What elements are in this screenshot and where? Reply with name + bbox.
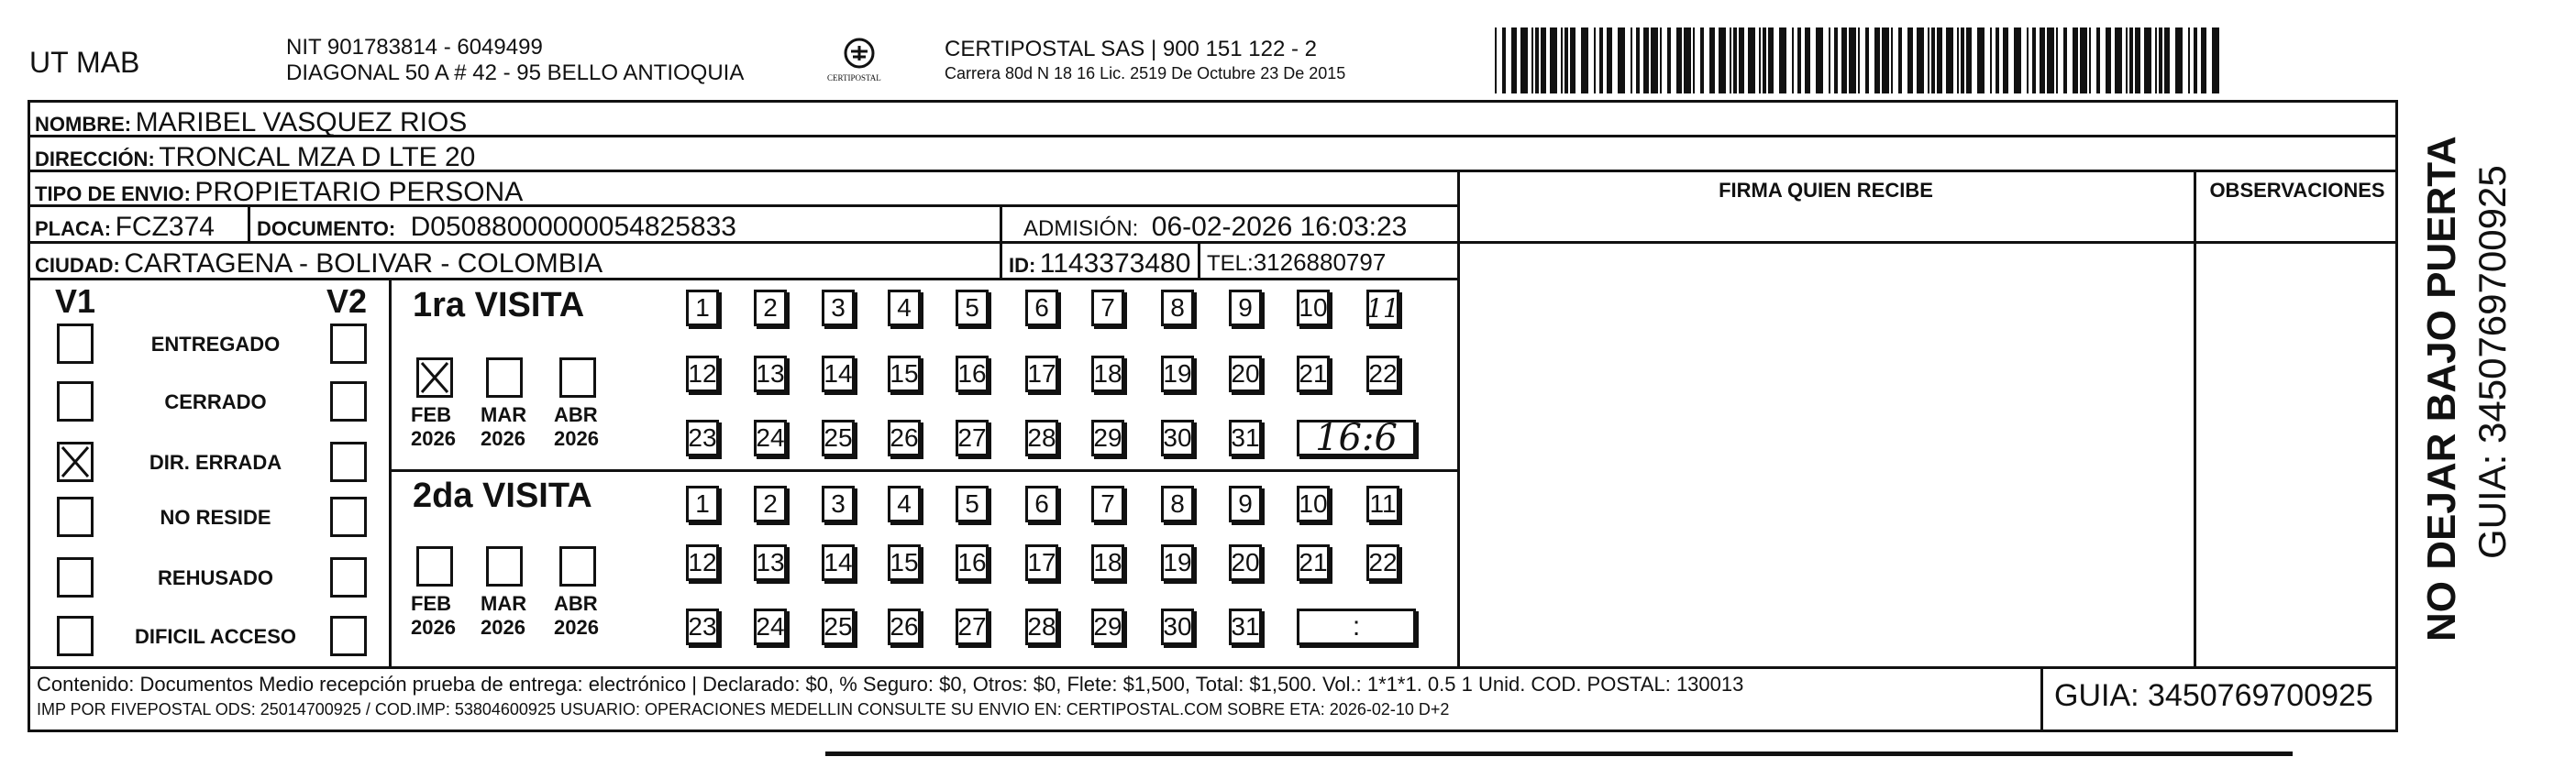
first-day-box[interactable]: 1 [686, 290, 719, 326]
first-day-box[interactable]: 13 [754, 356, 787, 392]
barcode-bar [1564, 27, 1568, 93]
id-row [1009, 248, 1190, 280]
barcode-bar [1719, 27, 1726, 93]
barcode-bar [1599, 27, 1603, 93]
second-day-box[interactable]: 13 [754, 544, 787, 581]
barcode-bar [2164, 27, 2170, 93]
first-day-box[interactable]: 30 [1161, 420, 1194, 456]
barcode [1495, 27, 2224, 93]
barcode-bar [2096, 27, 2100, 93]
first-day-box[interactable]: 4 [888, 290, 921, 326]
barcode-bar [1805, 27, 1810, 93]
barcode-bar [2159, 27, 2162, 93]
barcode-bar [1511, 27, 1517, 93]
document-label: DOCUMENTO: [257, 217, 396, 240]
first-day-box[interactable]: 15 [888, 356, 921, 392]
first-month-checkbox[interactable] [416, 357, 453, 398]
second-day-box[interactable]: 16 [956, 544, 989, 581]
carrier-name: CERTIPOSTAL SAS | 900 151 122 - 2 [945, 37, 1317, 61]
city-label: CIUDAD: [35, 254, 120, 277]
second-day-box[interactable]: 20 [1229, 544, 1262, 581]
barcode-bar [1797, 27, 1801, 93]
barcode-bar [1841, 27, 1847, 93]
v2-checkbox[interactable] [330, 324, 367, 364]
contents-line: Contenido: Documentos Medio recepción prueba de entrega: electrónico | Declarado: $0, % Seguro: $0, Otros: $0, Flete: $1,500, Total: $1,500. Vol.: 1*1*1. 0.5 1 Unid. COD. POSTAL: 130013 [37, 673, 1744, 696]
barcode-bar [2032, 27, 2036, 93]
barcode-bar [1693, 27, 1695, 93]
first-day-box[interactable]: 14 [822, 356, 855, 392]
second-day-box[interactable]: 1 [686, 486, 719, 522]
second-year-label: 2026 [554, 616, 599, 639]
barcode-bar [1631, 27, 1632, 93]
barcode-bar [1917, 27, 1924, 93]
barcode-bar [2014, 27, 2021, 93]
barcode-bar [1779, 27, 1786, 93]
first-day-box[interactable]: 9 [1229, 290, 1262, 326]
side-guide: GUIA: 3450769700925 [2471, 165, 2514, 559]
barcode-bar [2188, 27, 2190, 93]
v2-checkbox[interactable] [330, 616, 367, 656]
barcode-bar [1748, 27, 1755, 93]
barcode-bar [2047, 27, 2054, 93]
first-day-box[interactable]: 23 [686, 420, 719, 456]
plate-label: PLACA: [35, 217, 112, 240]
barcode-bar [1660, 27, 1662, 93]
admission-value: 06-02-2026 16:03:23 [1151, 212, 1408, 242]
first-day-box[interactable]: 17 [1025, 356, 1058, 392]
v2-checkbox[interactable] [330, 557, 367, 598]
barcode-bar [2194, 27, 2197, 93]
address-label: DIRECCIÓN: [35, 148, 155, 170]
barcode-bar [2106, 27, 2111, 93]
barcode-bar [1957, 27, 1959, 93]
barcode-bar [1733, 27, 1737, 93]
first-day-box[interactable]: 24 [754, 420, 787, 456]
barcode-bar [1891, 27, 1893, 93]
v2-checkbox[interactable] [330, 442, 367, 482]
reason-label: REHUSADO [158, 566, 273, 589]
first-day-box[interactable]: 7 [1091, 290, 1124, 326]
first-visit-title: 1ra VISITA [413, 286, 585, 324]
second-day-box[interactable]: 23 [686, 609, 719, 645]
print-info-line: IMP POR FIVEPOSTAL ODS: 25014700925 / COD.IMP: 53804600925 USUARIO: OPERACIONES MEDELLIN CONSULTE SU ENVIO EN: CERTIPOSTAL.COM SOBRE ETA: 2026-02-10 D+2 [37, 700, 1450, 719]
barcode-bar [2027, 27, 2029, 93]
barcode-bar [2115, 27, 2122, 93]
company-name: UT MAB [29, 46, 140, 79]
barcode-bar [1768, 27, 1774, 93]
barcode-bar [1607, 27, 1612, 93]
first-day-box[interactable]: 11 [1366, 290, 1399, 326]
first-day-box[interactable]: 18 [1091, 356, 1124, 392]
second-day-box[interactable]: 8 [1161, 486, 1194, 522]
first-year-label: 2026 [481, 427, 525, 450]
second-day-box[interactable]: 12 [686, 544, 719, 581]
first-day-box[interactable]: 3 [822, 290, 855, 326]
shipment-type: PROPIETARIO PERSONA [194, 177, 524, 207]
second-day-box[interactable]: 7 [1091, 486, 1124, 522]
barcode-bar [2129, 27, 2133, 93]
type-label: TIPO DE ENVIO: [35, 182, 191, 205]
barcode-bar [2063, 27, 2067, 93]
first-day-box[interactable]: 19 [1161, 356, 1194, 392]
first-year-label: 2026 [411, 427, 456, 450]
type-row [35, 177, 523, 208]
second-day-box[interactable]: 26 [888, 609, 921, 645]
second-day-box[interactable]: 27 [956, 609, 989, 645]
barcode-bar [1865, 27, 1869, 93]
name-row [35, 107, 467, 138]
second-month-label: FEB [411, 592, 451, 615]
first-month-label: MAR [481, 403, 527, 426]
barcode-bar [2089, 27, 2091, 93]
reason-label: CERRADO [164, 390, 267, 413]
first-day-box[interactable]: 29 [1091, 420, 1124, 456]
barcode-bar [2212, 27, 2219, 93]
second-day-box[interactable]: 24 [754, 609, 787, 645]
barcode-bar [1977, 27, 1985, 93]
barcode-bar [1961, 27, 1964, 93]
first-day-box[interactable]: 5 [956, 290, 989, 326]
barcode-bar [1882, 27, 1889, 93]
barcode-bar [1520, 27, 1528, 93]
barcode-bar [1946, 27, 1953, 93]
first-time-box[interactable]: 16:6 [1297, 420, 1416, 456]
barcode-bar [1759, 27, 1761, 93]
barcode-bar [1739, 27, 1744, 93]
barcode-bar [1541, 27, 1546, 93]
carrier-license: Carrera 80d N 18 16 Lic. 2519 De Octubre 23 De 2015 [945, 64, 1346, 82]
admission-row [1023, 212, 1407, 243]
second-day-box[interactable]: 9 [1229, 486, 1262, 522]
first-month-label: ABR [554, 403, 598, 426]
barcode-bar [2126, 27, 2128, 93]
recipient-name: MARIBEL VASQUEZ RIOS [135, 107, 468, 137]
v1-checkbox[interactable] [57, 616, 94, 656]
barcode-bar [1684, 27, 1691, 93]
barcode-bar [2003, 27, 2008, 93]
barcode-bar [1928, 27, 1929, 93]
tel-row [1207, 248, 1386, 277]
id-value: 1143373480 [1039, 248, 1191, 279]
barcode-bar [2080, 27, 2087, 93]
second-year-label: 2026 [481, 616, 525, 639]
barcode-bar [1502, 27, 1506, 93]
plate-value: FCZ374 [115, 212, 215, 242]
observations-header: OBSERVACIONES [2209, 179, 2385, 202]
barcode-bar [1651, 27, 1658, 93]
v2-header: V2 [326, 282, 368, 320]
reason-label: DIR. ERRADA [149, 451, 282, 474]
footer-guide: GUIA: 3450769700925 [2054, 678, 2373, 713]
barcode-bar [1931, 27, 1935, 93]
barcode-bar [2201, 27, 2206, 93]
barcode-bar [1495, 27, 1497, 93]
barcode-bar [1816, 27, 1823, 93]
barcode-bar [1535, 27, 1539, 93]
second-day-box[interactable]: 11 [1366, 486, 1399, 522]
reason-label: ENTREGADO [150, 333, 281, 356]
barcode-bar [2155, 27, 2157, 93]
second-day-box[interactable]: 28 [1025, 609, 1058, 645]
barcode-bar [1594, 27, 1596, 93]
second-month-label: ABR [554, 592, 598, 615]
recipient-address: TRONCAL MZA D LTE 20 [159, 142, 476, 172]
first-day-box[interactable]: 28 [1025, 420, 1058, 456]
v2-checkbox[interactable] [330, 381, 367, 422]
v1-checkbox[interactable] [57, 497, 94, 537]
reason-label: NO RESIDE [160, 506, 271, 529]
admission-label: ADMISIÓN: [1023, 216, 1139, 241]
second-visit-title: 2da VISITA [413, 477, 592, 515]
barcode-bar [1966, 27, 1972, 93]
barcode-bar [2175, 27, 2183, 93]
v1-checkbox[interactable] [57, 324, 94, 364]
plate-row [35, 212, 215, 243]
document-value: D05088000000054825833 [410, 212, 736, 242]
barcode-bar [1937, 27, 1942, 93]
second-day-box[interactable]: 17 [1025, 544, 1058, 581]
second-day-box[interactable]: 22 [1366, 544, 1399, 581]
second-day-box[interactable]: 30 [1161, 609, 1194, 645]
first-year-label: 2026 [554, 427, 599, 450]
certipostal-logo: CERTIPOSTAL [825, 37, 893, 90]
reason-label: DIFICIL ACCESO [134, 625, 296, 648]
first-day-box[interactable]: 21 [1297, 356, 1330, 392]
tel-value: 3126880797 [1253, 248, 1387, 276]
second-day-box[interactable]: 3 [822, 486, 855, 522]
barcode-bar [1643, 27, 1649, 93]
name-label: NOMBRE: [35, 113, 132, 136]
second-day-box[interactable]: 15 [888, 544, 921, 581]
second-day-box[interactable]: 21 [1297, 544, 1330, 581]
barcode-bar [2135, 27, 2140, 93]
barcode-bar [1792, 27, 1794, 93]
first-day-box[interactable]: 22 [1366, 356, 1399, 392]
first-day-box[interactable]: 20 [1229, 356, 1262, 392]
barcode-bar [1581, 27, 1588, 93]
first-day-box[interactable]: 26 [888, 420, 921, 456]
barcode-bar [1874, 27, 1880, 93]
side-notice: NO DEJAR BAJO PUERTA [2419, 136, 2464, 642]
v2-checkbox[interactable] [330, 497, 367, 537]
company-address: DIAGONAL 50 A # 42 - 95 BELLO ANTIOQUIA [286, 60, 745, 85]
v1-checkbox[interactable] [57, 442, 94, 482]
first-day-box[interactable]: 16 [956, 356, 989, 392]
first-day-box[interactable]: 25 [822, 420, 855, 456]
first-month-checkbox[interactable] [559, 357, 596, 398]
barcode-bar [1550, 27, 1557, 93]
first-day-box[interactable]: 2 [754, 290, 787, 326]
barcode-bar [1636, 27, 1640, 93]
second-month-checkbox[interactable] [416, 546, 453, 587]
barcode-bar [1834, 27, 1838, 93]
address-row [35, 142, 475, 173]
barcode-bar [1990, 27, 1992, 93]
first-day-box[interactable]: 8 [1161, 290, 1194, 326]
first-month-checkbox[interactable] [486, 357, 523, 398]
second-month-checkbox[interactable] [559, 546, 596, 587]
barcode-bar [1730, 27, 1731, 93]
barcode-bar [2144, 27, 2151, 93]
second-month-checkbox[interactable] [486, 546, 523, 587]
barcode-bar [1858, 27, 1860, 93]
barcode-bar [1667, 27, 1671, 93]
first-day-box[interactable]: 31 [1229, 420, 1262, 456]
barcode-bar [1676, 27, 1682, 93]
city-value: CARTAGENA - BOLIVAR - COLOMBIA [124, 248, 603, 279]
v1-checkbox[interactable] [57, 381, 94, 422]
second-day-box[interactable]: 19 [1161, 544, 1194, 581]
barcode-bar [1849, 27, 1856, 93]
second-day-box[interactable]: 31 [1229, 609, 1262, 645]
barcode-bar [1829, 27, 1830, 93]
barcode-bar [2073, 27, 2078, 93]
barcode-bar [1700, 27, 1704, 93]
v1-header: V1 [55, 282, 96, 320]
second-month-label: MAR [481, 592, 527, 615]
first-day-box[interactable]: 12 [686, 356, 719, 392]
city-row [35, 248, 603, 280]
first-month-label: FEB [411, 403, 451, 426]
barcode-bar [1763, 27, 1766, 93]
id-label: ID: [1009, 254, 1036, 277]
barcode-bar [2040, 27, 2045, 93]
first-day-box[interactable]: 10 [1297, 290, 1330, 326]
second-day-box[interactable]: 14 [822, 544, 855, 581]
first-day-box[interactable]: 6 [1025, 290, 1058, 326]
barcode-bar [1907, 27, 1913, 93]
company-nit: NIT 901783814 - 6049499 [286, 35, 543, 60]
second-time-box[interactable]: : [1297, 609, 1416, 645]
second-day-box[interactable]: 25 [822, 609, 855, 645]
barcode-bar [1618, 27, 1625, 93]
second-day-box[interactable]: 2 [754, 486, 787, 522]
second-day-box[interactable]: 4 [888, 486, 921, 522]
barcode-bar [1898, 27, 1902, 93]
second-day-box[interactable]: 5 [956, 486, 989, 522]
signature-header: FIRMA QUIEN RECIBE [1719, 179, 1933, 202]
second-day-box[interactable]: 29 [1091, 609, 1124, 645]
second-day-box[interactable]: 10 [1297, 486, 1330, 522]
document-row [257, 212, 736, 243]
barcode-bar [1570, 27, 1575, 93]
second-day-box[interactable]: 18 [1091, 544, 1124, 581]
barcode-bar [1561, 27, 1563, 93]
barcode-bar [1531, 27, 1533, 93]
barcode-bar [2056, 27, 2058, 93]
v1-checkbox[interactable] [57, 557, 94, 598]
second-day-box[interactable]: 6 [1025, 486, 1058, 522]
first-day-box[interactable]: 27 [956, 420, 989, 456]
second-year-label: 2026 [411, 616, 456, 639]
barcode-bar [1996, 27, 1999, 93]
tel-label: TEL: [1207, 251, 1254, 276]
barcode-bar [1709, 27, 1715, 93]
